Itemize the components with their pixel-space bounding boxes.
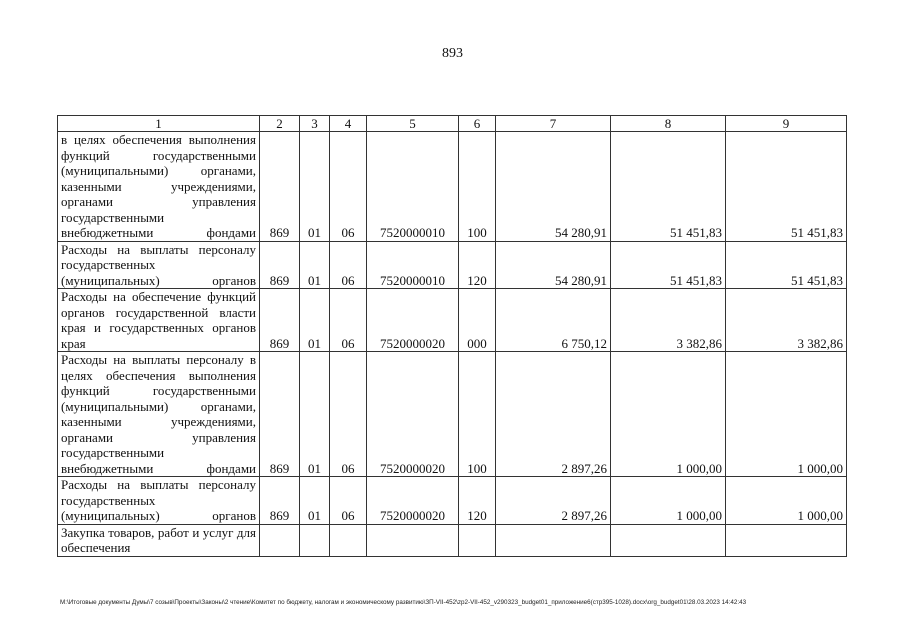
col4-cell: 06 xyxy=(330,289,367,352)
col9-cell xyxy=(726,524,847,556)
col2-cell: 869 xyxy=(260,241,300,289)
header-row xyxy=(58,116,847,132)
header-cell-6: 6 xyxy=(459,116,496,132)
col8-cell: 3 382,86 xyxy=(611,289,726,352)
header-cell-8: 8 xyxy=(611,116,726,132)
header-cell-2: 2 xyxy=(260,116,300,132)
col2-cell: 869 xyxy=(260,289,300,352)
col6-cell: 120 xyxy=(459,241,496,289)
col8-cell: 1 000,00 xyxy=(611,352,726,477)
col5-cell: 7520000020 xyxy=(367,352,459,477)
col5-cell: 7520000010 xyxy=(367,241,459,289)
col3-cell: 01 xyxy=(300,241,330,289)
col6-cell: 120 xyxy=(459,477,496,525)
col3-cell: 01 xyxy=(300,132,330,242)
col7-cell: 54 280,91 xyxy=(496,132,611,242)
document-path-footer: M:\Итоговые документы Думы\7 созыв\Проекты\Законы\2 чтение\Комитет по бюджету, налогам и экономическому развитию\ЗП-VII-452\zp2-VII-452_v290323_budget01_приложение6(стр395-1028).docx\org_budget01\28.03.2023 14:42:43 xyxy=(60,599,747,606)
col6-cell: 100 xyxy=(459,352,496,477)
col6-cell: 100 xyxy=(459,132,496,242)
header-cell-7: 7 xyxy=(496,116,611,132)
page-number: 893 xyxy=(442,46,463,61)
col3-cell: 01 xyxy=(300,289,330,352)
row-name: Расходы на обеспечение функций органов государственной власти края и государственных органов края xyxy=(58,289,260,352)
table-row xyxy=(58,289,847,352)
table-row xyxy=(58,524,847,556)
col3-cell: 01 xyxy=(300,477,330,525)
col6-cell xyxy=(459,524,496,556)
col4-cell xyxy=(330,524,367,556)
row-name: в целях обеспечения выполнения функций государственными (муниципальными) органами, казенными учреждениями, органами управления государственными внебюджетными фондами xyxy=(58,132,260,242)
col7-cell: 2 897,26 xyxy=(496,352,611,477)
table-row xyxy=(58,352,847,477)
col2-cell xyxy=(260,524,300,556)
col5-cell: 7520000020 xyxy=(367,477,459,525)
col2-cell: 869 xyxy=(260,477,300,525)
col8-cell: 1 000,00 xyxy=(611,477,726,525)
header-cell-1: 1 xyxy=(58,116,260,132)
header-cell-5: 5 xyxy=(367,116,459,132)
col3-cell xyxy=(300,524,330,556)
col4-cell: 06 xyxy=(330,132,367,242)
col7-cell: 54 280,91 xyxy=(496,241,611,289)
col9-cell: 3 382,86 xyxy=(726,289,847,352)
col5-cell: 7520000020 xyxy=(367,289,459,352)
col5-cell: 7520000010 xyxy=(367,132,459,242)
col4-cell: 06 xyxy=(330,352,367,477)
col7-cell: 6 750,12 xyxy=(496,289,611,352)
header-cell-3: 3 xyxy=(300,116,330,132)
col2-cell: 869 xyxy=(260,132,300,242)
col7-cell xyxy=(496,524,611,556)
col2-cell: 869 xyxy=(260,352,300,477)
col9-cell: 51 451,83 xyxy=(726,132,847,242)
col4-cell: 06 xyxy=(330,477,367,525)
row-name: Расходы на выплаты персоналу государственных (муниципальных) органов xyxy=(58,241,260,289)
col5-cell xyxy=(367,524,459,556)
header-cell-9: 9 xyxy=(726,116,847,132)
col8-cell xyxy=(611,524,726,556)
row-name: Закупка товаров, работ и услуг для обеспечения xyxy=(58,524,260,556)
table-row xyxy=(58,477,847,525)
header-cell-4: 4 xyxy=(330,116,367,132)
col8-cell: 51 451,83 xyxy=(611,241,726,289)
row-name: Расходы на выплаты персоналу в целях обеспечения выполнения функций государственными (муниципальными) органами, казенными учреждениями, органами управления государственными внебюджетными фондами xyxy=(58,352,260,477)
col6-cell: 000 xyxy=(459,289,496,352)
col9-cell: 1 000,00 xyxy=(726,352,847,477)
col8-cell: 51 451,83 xyxy=(611,132,726,242)
table-row xyxy=(58,132,847,242)
row-name: Расходы на выплаты персоналу государственных (муниципальных) органов xyxy=(58,477,260,525)
col9-cell: 1 000,00 xyxy=(726,477,847,525)
col4-cell: 06 xyxy=(330,241,367,289)
col7-cell: 2 897,26 xyxy=(496,477,611,525)
budget-table xyxy=(57,115,847,557)
col9-cell: 51 451,83 xyxy=(726,241,847,289)
table-row xyxy=(58,241,847,289)
col3-cell: 01 xyxy=(300,352,330,477)
